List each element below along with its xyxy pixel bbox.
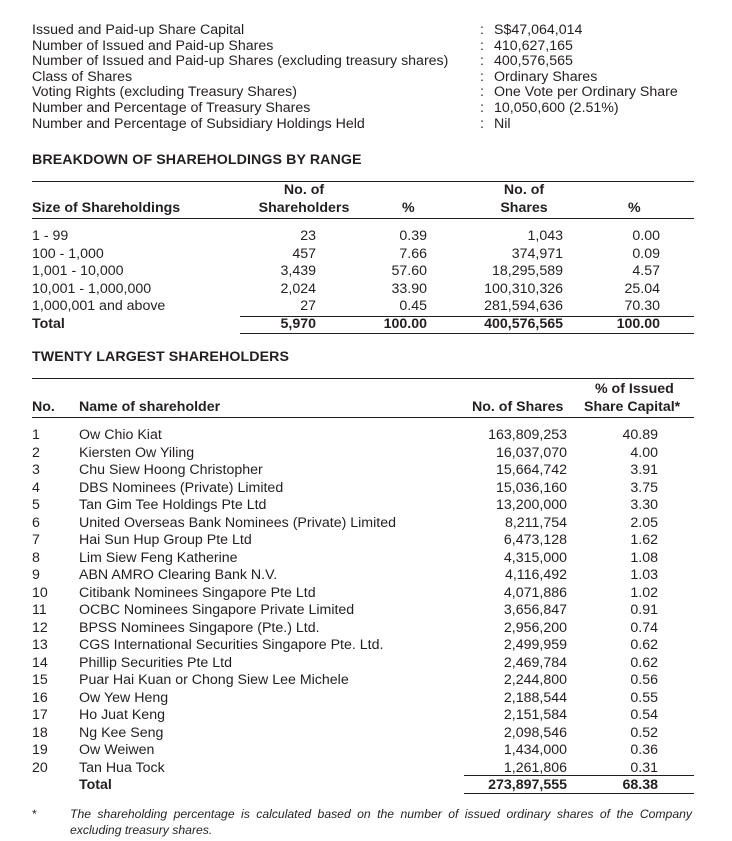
summary-label: Number of Issued and Paid-up Shares (32, 37, 274, 54)
table-row (32, 515, 694, 533)
range-table-header (32, 181, 694, 219)
table-row (32, 672, 694, 690)
range-total-bottom-rule (240, 333, 694, 334)
summary-row (32, 85, 712, 101)
cell-no: 8 (32, 549, 40, 566)
cell-shares: 15,036,160 (495, 479, 567, 496)
table-row (32, 585, 694, 603)
header-name: Name of shareholder (79, 399, 221, 415)
cell-name: Ho Juat Keng (79, 707, 165, 723)
header-shares-line1: No. of (503, 182, 545, 198)
table-row (32, 707, 694, 725)
cell-pct: 3.30 (630, 497, 658, 513)
table-row (32, 281, 694, 299)
cell-no: 3 (32, 462, 40, 478)
cell-pct1: 57.60 (391, 263, 427, 280)
cell-pct2: 25.04 (624, 280, 660, 297)
summary-label: Issued and Paid-up Share Capital (32, 22, 245, 38)
table-row (32, 690, 694, 708)
cell-holders: 2,024 (280, 280, 316, 297)
header-shares-line2: Shares (500, 200, 548, 216)
cell-pct1: 0.45 (399, 298, 427, 315)
total-shares: 400,576,565 (484, 315, 563, 332)
cell-no: 1 (32, 427, 40, 443)
cell-holders: 27 (300, 298, 316, 315)
cell-holders: 23 (300, 228, 316, 244)
cell-pct: 2.05 (630, 514, 658, 531)
cell-no: 11 (32, 602, 47, 618)
cell-shares: 18,295,589 (491, 263, 563, 280)
cell-name: Kiersten Ow Yiling (79, 444, 195, 461)
summary-colon: : (480, 22, 484, 38)
cell-no: 9 (32, 567, 40, 583)
table-row (32, 620, 694, 638)
cell-pct2: 0.09 (632, 245, 660, 262)
summary-value: 10,050,600 (2.51%) (494, 99, 619, 116)
cell-pct2: 70.30 (624, 298, 660, 315)
share-capital-summary (32, 23, 712, 132)
cell-size: 1,000,001 and above (32, 298, 166, 315)
range-section-title: BREAKDOWN OF SHAREHOLDINGS BY RANGE (32, 152, 362, 168)
header-shares: No. of Shares (472, 399, 564, 415)
cell-shares: 2,188,544 (503, 689, 567, 706)
total-label: Total (79, 777, 112, 793)
cell-shares: 2,244,800 (503, 672, 567, 688)
cell-pct: 0.62 (630, 637, 658, 653)
summary-row (32, 101, 712, 117)
summary-label: Class of Shares (32, 68, 133, 85)
cell-name: Hai Sun Hup Group Pte Ltd (79, 532, 252, 548)
table-row (32, 246, 694, 264)
summary-row (32, 54, 712, 70)
cell-pct2: 4.57 (632, 263, 660, 280)
cell-name: Ow Weiwen (79, 742, 155, 758)
total-pct2: 100.00 (616, 315, 660, 332)
cell-pct: 0.62 (630, 654, 658, 671)
summary-colon: : (480, 115, 484, 132)
cell-pct: 0.31 (630, 759, 658, 776)
total-row (32, 777, 694, 795)
cell-pct1: 33.90 (391, 280, 427, 297)
header-holders-line1: No. of (283, 182, 325, 198)
cell-shares: 100,310,326 (484, 280, 563, 297)
total-row (32, 316, 694, 334)
summary-row (32, 70, 712, 86)
cell-shares: 374,971 (511, 245, 563, 262)
summary-value: 410,627,165 (494, 37, 573, 54)
cell-shares: 2,151,584 (503, 707, 567, 723)
cell-no: 20 (32, 759, 48, 776)
cell-name: Ow Chio Kiat (79, 427, 162, 443)
cell-name: Ng Kee Seng (79, 724, 164, 741)
cell-name: ABN AMRO Clearing Bank N.V. (79, 567, 278, 583)
cell-shares: 2,098,546 (503, 724, 567, 741)
cell-no: 18 (32, 724, 48, 741)
table-row (32, 462, 694, 480)
table-row (32, 263, 694, 281)
summary-label: Number of Issued and Paid-up Shares (excluding treasury shares) (32, 53, 449, 70)
table-row (32, 742, 694, 760)
summary-value: 400,576,565 (494, 53, 573, 70)
header-pct2: % (628, 200, 641, 216)
cell-pct: 0.56 (630, 672, 658, 688)
cell-no: 4 (32, 479, 40, 496)
summary-value: Nil (494, 115, 511, 132)
cell-name: Citibank Nominees Singapore Pte Ltd (79, 584, 316, 601)
summary-label: Voting Rights (excluding Treasury Shares) (32, 84, 297, 101)
cell-shares: 2,469,784 (503, 654, 567, 671)
cell-no: 13 (32, 637, 48, 653)
table-row (32, 298, 694, 316)
footnote-marker: * (32, 807, 37, 821)
cell-pct: 0.52 (630, 724, 658, 741)
cell-shares: 1,261,806 (503, 759, 567, 776)
cell-shares: 3,656,847 (503, 602, 567, 618)
cell-pct: 40.89 (622, 427, 658, 443)
summary-colon: : (480, 37, 484, 54)
summary-value: S$47,064,014 (494, 22, 583, 38)
cell-no: 7 (32, 532, 40, 548)
cell-shares: 281,594,636 (484, 298, 563, 315)
cell-pct: 1.03 (630, 567, 658, 583)
cell-name: BPSS Nominees Singapore (Pte.) Ltd. (79, 619, 320, 636)
cell-pct: 0.91 (630, 602, 658, 618)
cell-shares: 13,200,000 (495, 497, 567, 513)
summary-colon: : (480, 68, 484, 85)
header-no: No. (32, 399, 55, 415)
cell-name: Chu Siew Hoong Christopher (79, 462, 263, 478)
header-pct1: % (402, 200, 415, 216)
cell-pct: 1.62 (630, 532, 658, 548)
table-row (32, 427, 694, 445)
total-shares: 273,897,555 (488, 777, 567, 793)
header-holders-line2: Shareholders (258, 200, 350, 216)
twenty-table (32, 379, 694, 795)
cell-name: United Overseas Bank Nominees (Private) Limited (79, 514, 396, 531)
summary-colon: : (480, 99, 484, 116)
table-row (32, 725, 694, 743)
footnote-text: The shareholding percentage is calculated based on the number of issued ordinary shares of the Company excluding treasury shares. (70, 807, 692, 838)
cell-no: 12 (32, 619, 48, 636)
range-total-top-rule (240, 316, 694, 317)
cell-pct: 4.00 (630, 444, 658, 461)
cell-no: 16 (32, 689, 48, 706)
cell-no: 2 (32, 444, 40, 461)
cell-shares: 2,499,959 (503, 637, 567, 653)
summary-value: Ordinary Shares (494, 68, 598, 85)
cell-shares: 2,956,200 (503, 619, 567, 636)
cell-holders: 457 (292, 245, 316, 262)
cell-pct: 1.08 (630, 549, 658, 566)
cell-shares: 4,071,886 (503, 584, 567, 601)
twenty-total-bottom-rule (464, 793, 694, 794)
cell-no: 10 (32, 584, 48, 601)
cell-pct: 3.75 (630, 479, 658, 496)
cell-no: 15 (32, 672, 48, 688)
summary-row (32, 117, 712, 133)
cell-no: 19 (32, 742, 48, 758)
footnote (32, 806, 694, 838)
cell-name: OCBC Nominees Singapore Private Limited (79, 602, 355, 618)
cell-pct1: 0.39 (399, 228, 427, 244)
summary-colon: : (480, 53, 484, 70)
summary-label: Number and Percentage of Treasury Shares (32, 99, 311, 116)
table-row (32, 497, 694, 515)
cell-shares: 1,434,000 (503, 742, 567, 758)
table-row (32, 532, 694, 550)
twenty-table-header (32, 379, 694, 419)
cell-no: 14 (32, 654, 48, 671)
cell-pct: 0.55 (630, 689, 658, 706)
table-row (32, 602, 694, 620)
table-row (32, 637, 694, 655)
twenty-section-title: TWENTY LARGEST SHAREHOLDERS (32, 349, 290, 365)
cell-shares: 4,116,492 (504, 567, 567, 583)
twenty-total-top-rule (464, 775, 694, 776)
cell-pct: 0.74 (630, 619, 658, 636)
cell-name: CGS International Securities Singapore Pte. Ltd. (79, 637, 384, 653)
cell-shares: 6,473,128 (503, 532, 567, 548)
table-row (32, 445, 694, 463)
twenty-header-rule (32, 417, 694, 418)
range-table (32, 181, 694, 334)
cell-shares: 8,211,754 (504, 514, 567, 531)
cell-no: 5 (32, 497, 40, 513)
header-size: Size of Shareholdings (32, 200, 181, 216)
summary-row (32, 39, 712, 55)
cell-size: 1,001 - 10,000 (32, 263, 124, 280)
cell-size: 100 - 1,000 (32, 245, 104, 262)
cell-pct: 0.36 (630, 742, 658, 758)
table-row (32, 567, 694, 585)
cell-name: Phillip Securities Pte Ltd (79, 654, 232, 671)
cell-name: Ow Yew Heng (79, 689, 169, 706)
cell-shares: 1,043 (527, 228, 563, 244)
cell-holders: 3,439 (280, 263, 316, 280)
header-pct-line2: Share Capital* (584, 399, 681, 415)
cell-size: 10,001 - 1,000,000 (32, 280, 152, 297)
cell-name: Tan Hua Tock (79, 759, 165, 776)
summary-value: One Vote per Ordinary Share (494, 84, 678, 101)
cell-pct2: 0.00 (632, 228, 660, 244)
total-pct: 68.38 (622, 777, 658, 793)
cell-pct: 1.02 (630, 584, 658, 601)
cell-shares: 16,037,070 (495, 444, 567, 461)
table-row (32, 480, 694, 498)
total-label: Total (32, 315, 65, 332)
cell-name: DBS Nominees (Private) Limited (79, 479, 284, 496)
cell-name: Puar Hai Kuan or Chong Siew Lee Michele (79, 672, 349, 688)
cell-name: Lim Siew Feng Katherine (79, 549, 238, 566)
total-pct1: 100.00 (383, 315, 427, 332)
total-holders: 5,970 (280, 315, 316, 332)
cell-pct: 0.54 (630, 707, 658, 723)
table-row (32, 655, 694, 673)
cell-no: 17 (32, 707, 48, 723)
cell-shares: 15,664,742 (495, 462, 567, 478)
header-pct-line1: % of Issued (595, 381, 674, 397)
cell-size: 1 - 99 (32, 228, 69, 244)
cell-no: 6 (32, 514, 40, 531)
cell-shares: 4,315,000 (503, 549, 567, 566)
summary-label: Number and Percentage of Subsidiary Holdings Held (32, 115, 365, 132)
table-row (32, 550, 694, 568)
cell-pct1: 7.66 (399, 245, 427, 262)
cell-name: Tan Gim Tee Holdings Pte Ltd (79, 497, 267, 513)
cell-pct: 3.91 (630, 462, 658, 478)
range-header-rule (32, 218, 694, 219)
table-row (32, 228, 694, 246)
summary-colon: : (480, 84, 484, 101)
cell-shares: 163,809,253 (488, 427, 567, 443)
summary-row (32, 23, 712, 39)
